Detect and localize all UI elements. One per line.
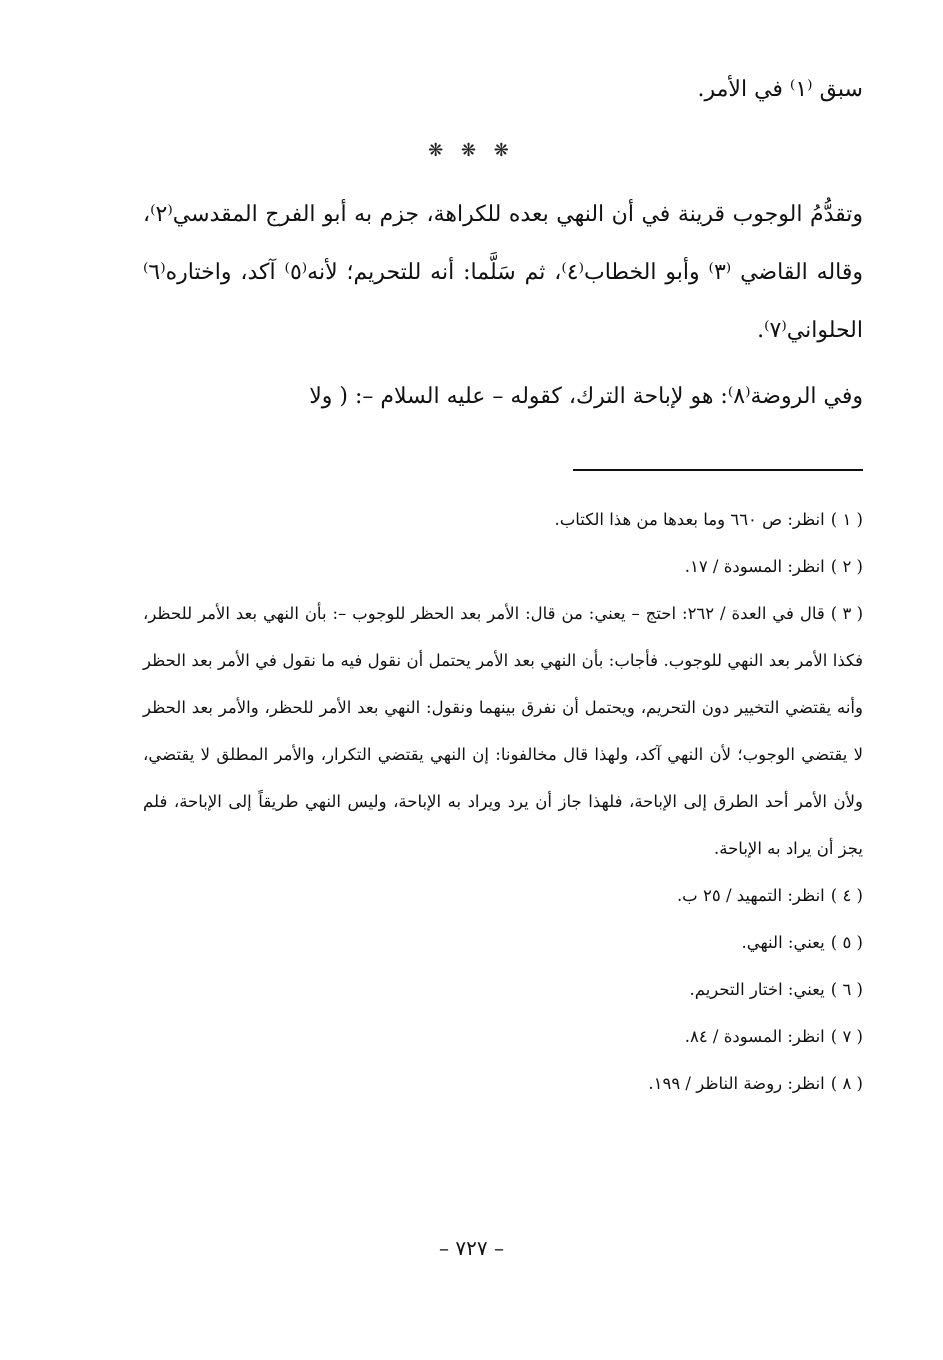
footnote-text: قال في العدة / ٢٦٢: احتج – يعني: من قال: الأمر بعد الحظر للوجوب –: بأن النهي بعد الأمر للحظر، فكذا الأمر بعد النهي للوجوب. فأجاب: بأن النهي بعد الأمر يحتمل أن نقول فيه ما نقول في الأمر بعد الحظر وأنه يقتضي التخيير دون التحريم، ويحتمل أن نفرق بينهما ونقول: النهي بعد الأمر للحظر، والأمر بعد الحظر لا يقتضي الوجوب؛ لأن النهي آكد، ولهذا قال مخالفونا: إن النهي يقتضي التكرار، والأمر المطلق لا يقتضي، ولأن الأمر أحد الطرق إلى الإباحة، فلهذا جاز أن يرد ويراد به الإباحة، وليس النهي طريقاً إلى الإباحة، فلم يجز أن يراد به الإباحة.: [143, 604, 863, 858]
footnote-text: انظر: التمهيد / ٢٥ ب.: [676, 886, 825, 905]
footnotes: [143, 496, 863, 1107]
footnote-3: [143, 590, 863, 872]
footnote-number: ( ٨ ): [830, 1074, 863, 1093]
footnote-7: [143, 1013, 863, 1060]
section-divider: ❋ ❋ ❋: [428, 140, 515, 161]
footnote-number: ( ٢ ): [830, 557, 863, 576]
page-number: – ٧٢٧ –: [439, 1236, 504, 1260]
footnote-number: ( ٥ ): [830, 933, 863, 952]
footnote-4: [143, 872, 863, 919]
footnote-text: انظر: المسودة / ١٧.: [684, 557, 825, 576]
footnote-number: ( ٦ ): [830, 980, 863, 999]
footnote-text: انظر: ص ٦٦٠ وما بعدها من هذا الكتاب.: [554, 510, 825, 529]
body-paragraph-1: وتقدُّمُ الوجوب قرينة في أن النهي بعده للكراهة، جزم به أبو الفرج المقدسي⁽٢⁾، وقاله القاضي ⁽٣⁾ وأبو الخطاب⁽٤⁾، ثم سَلَّما: أنه للتحريم؛ لأنه⁽٥⁾ آكد، واختاره⁽٦⁾ الحلواني⁽٧⁾.: [143, 202, 864, 343]
footnote-8: [143, 1060, 863, 1107]
opening-line: سبق ⁽١⁾ في الأمر.: [697, 77, 863, 102]
footnote-1: [143, 496, 863, 543]
footnote-number: ( ٧ ): [830, 1027, 863, 1046]
footnote-text: انظر: روضة الناظر / ١٩٩.: [648, 1074, 825, 1093]
footnote-number: ( ٤ ): [830, 886, 863, 905]
footnote-text: انظر: المسودة / ٨٤.: [684, 1027, 825, 1046]
footnote-separator: [573, 469, 863, 471]
footnote-number: ( ١ ): [830, 510, 863, 529]
footnote-6: [143, 966, 863, 1013]
footnote-2: [143, 543, 863, 590]
footnote-text: يعني: النهي.: [741, 933, 825, 952]
footnote-text: يعني: اختار التحريم.: [689, 980, 825, 999]
footnote-number: ( ٣ ): [830, 604, 864, 623]
body-paragraph-2: وفي الروضة⁽٨⁾: هو لإباحة الترك، كقوله – عليه السلام –: ( ولا: [309, 384, 863, 409]
footnote-5: [143, 919, 863, 966]
